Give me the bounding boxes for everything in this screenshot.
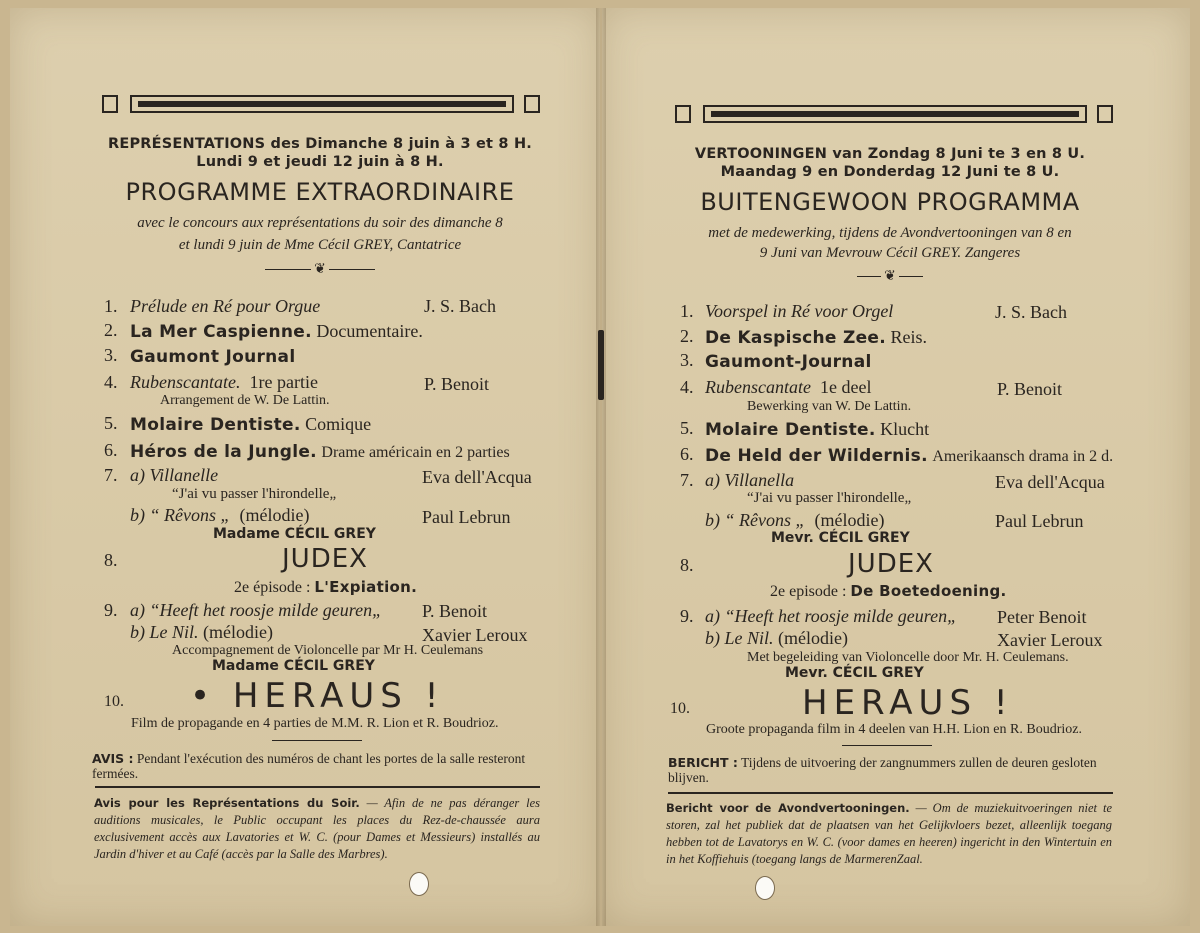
item-number: 7. <box>680 470 694 490</box>
notice-label: BERICHT : <box>668 755 738 770</box>
item-title: b) “ Rêvons „ <box>130 505 231 525</box>
notice-text: Tijdens de uitvoering der zangnummers zullen de deuren gesloten blijven. <box>668 755 1097 785</box>
item-number: 5. <box>104 413 118 433</box>
item-title: Gaumont Journal <box>130 347 296 367</box>
item-description: Amerikaansch drama in 2 d. <box>932 448 1114 465</box>
notice <box>668 755 1113 785</box>
item-number: 7. <box>104 465 118 485</box>
footer-notice-title: Bericht voor de Avondvertooningen. <box>666 801 910 815</box>
header-frame <box>675 105 1115 125</box>
arrangement-note: Bewerking van W. De Lattin. <box>747 399 912 414</box>
item-title: De Held der Wildernis. <box>705 446 928 466</box>
subtitle-line-2: et lundi 9 juin de Mme Cécil GREY, Cantatrice <box>178 237 462 253</box>
footer-notice-text: — Om de muziekuitvoeringen niet te storen, zal het publiek dat de plaatsen van het Gelijkvloers bezet, alleenlijk toegang hebben tot de Lavatorys en W. C. (voor dames en heeren) ingericht in den Wintertuin en in het Koffiehuis (toegang langs de MarmerenZaal. <box>666 801 1112 866</box>
arrangement-note: Arrangement de W. De Lattin. <box>160 393 330 408</box>
item-title: a) “Heeft het roosje milde geuren„ <box>705 606 958 626</box>
feature-title: JUDEX <box>282 544 368 574</box>
ornament-divider: ❦ <box>250 261 390 278</box>
notice-text: Pendant l'exécution des numéros de chant les portes de la salle resteront fermées. <box>92 751 526 781</box>
composer: Peter Benoit <box>997 607 1087 627</box>
item-title: b) Le Nil. <box>130 622 199 642</box>
episode-label: 2e épisode : <box>234 579 311 596</box>
item-number: 9. <box>680 606 694 626</box>
item-title: La Mer Caspienne. <box>130 322 312 342</box>
header-line-1: VERTOONINGEN van Zondag 8 Juni te 3 en 8 U. <box>694 146 1086 162</box>
footer-notice <box>666 800 1112 868</box>
item-number: 3. <box>104 345 118 365</box>
item-description: Comique <box>305 414 372 434</box>
song-quote: “J'ai vu passer l'hirondelle„ <box>747 490 912 506</box>
item-number: 6. <box>680 444 694 464</box>
header-line-2: Maandag 9 en Donderdag 12 Juni te 8 U. <box>720 164 1060 180</box>
ornament-divider: ❦ <box>840 268 940 285</box>
item-title: Gaumont-Journal <box>705 352 872 372</box>
composer: Paul Lebrun <box>995 511 1084 531</box>
song-quote: “J'ai vu passer l'hirondelle„ <box>172 486 337 502</box>
item-number: 3. <box>680 350 694 370</box>
notice-label: AVIS : <box>92 751 134 766</box>
item-number: 10. <box>104 693 124 710</box>
header-line-2: Lundi 9 et jeudi 12 juin à 8 H. <box>196 154 444 170</box>
footer-notice-text: — Afin de ne pas déranger les auditions musicales, le Public occupant les places du Rez-de-chaussée aura exclusivement accès aux Lavatories et W. C. (pour Dames et Messieurs) installés au Jardin d'hiver et au Café (accès par la Salle des Marbres). <box>94 796 540 861</box>
item-number: 10. <box>670 700 690 717</box>
subtitle-line-1: met de medewerking, tijdens de Avondvertooningen van 8 en <box>708 225 1072 241</box>
composer: Paul Lebrun <box>422 507 511 527</box>
item-number: 2. <box>680 326 694 346</box>
page-title: PROGRAMME EXTRAORDINAIRE <box>125 178 515 206</box>
film-credit: Film de propagande en 4 parties de M.M. R. Lion et R. Boudrioz. <box>131 716 499 731</box>
composer: J. S. Bach <box>424 296 496 316</box>
item-title: De Kaspische Zee. <box>705 328 887 348</box>
item-title: Molaire Dentiste. <box>705 420 876 440</box>
composer: P. Benoit <box>422 601 488 621</box>
header-line-1: REPRÉSENTATIONS des Dimanche 8 juin à 3 et 8 H. <box>107 136 532 152</box>
singer-credit: Madame CÉCIL GREY <box>213 526 376 542</box>
item-number: 9. <box>104 600 118 620</box>
episode-label: 2e episode : <box>770 583 847 600</box>
item-number: 4. <box>104 372 118 392</box>
composer: J. S. Bach <box>995 302 1067 322</box>
item-description: Drame américain en 2 parties <box>321 444 510 461</box>
page-title: BUITENGEWOON PROGRAMMA <box>700 188 1080 216</box>
item-number: 4. <box>680 377 694 397</box>
item-description: (mélodie) <box>778 628 848 648</box>
composer: Xavier Leroux <box>997 630 1103 650</box>
item-number: 8. <box>680 555 694 575</box>
item-description: Documentaire. <box>316 321 423 341</box>
item-number: 8. <box>104 550 118 570</box>
singer-credit: Madame CÉCIL GREY <box>212 658 375 674</box>
episode-title: De Boetedoening. <box>850 582 1007 600</box>
item-title: Héros de la Jungle. <box>130 442 317 462</box>
accompaniment-note: Met begeleiding van Violoncelle door Mr. H. Ceulemans. <box>747 650 1069 665</box>
item-title: Voorspel in Ré voor Orgel <box>705 301 894 321</box>
divider <box>668 792 1113 794</box>
item-title: Molaire Dentiste. <box>130 415 301 435</box>
composer: Eva dell'Acqua <box>995 472 1105 492</box>
item-number: 2. <box>104 320 118 340</box>
item-description: 1e deel <box>819 377 872 397</box>
footer-notice-title: Avis pour les Représentations du Soir. <box>94 796 360 810</box>
composer: P. Benoit <box>997 379 1063 399</box>
film-credit: Groote propaganda film in 4 deelen van H.H. Lion en R. Boudrioz. <box>706 722 1082 737</box>
episode-title: L'Expiation. <box>314 578 418 596</box>
feature-title: • HERAUS ! <box>190 676 445 716</box>
item-description: (mélodie) <box>239 505 310 525</box>
composer: Xavier Leroux <box>422 625 528 645</box>
subtitle-line-1: avec le concours aux représentations du soir des dimanche 8 <box>137 215 503 231</box>
item-description: (mélodie) <box>814 510 885 530</box>
item-description: 1re partie <box>249 372 318 392</box>
item-description: (mélodie) <box>203 622 273 642</box>
item-title: Prélude en Ré pour Orgue <box>130 296 321 316</box>
item-number: 6. <box>104 440 118 460</box>
item-number: 5. <box>680 418 694 438</box>
item-title: a) Villanelle <box>130 465 219 485</box>
item-number: 1. <box>104 296 118 316</box>
item-title: Rubenscantate. <box>130 372 241 392</box>
item-title: a) “Heeft het roosje milde geuren„ <box>130 600 383 620</box>
subtitle-line-2: 9 Juni van Mevrouw Cécil GREY. Zangeres <box>759 245 1021 261</box>
feature-title: JUDEX <box>848 549 934 579</box>
composer: Eva dell'Acqua <box>422 467 532 487</box>
feature-title: HERAUS ! <box>802 683 1014 723</box>
item-title: b) Le Nil. <box>705 628 774 648</box>
item-title: a) Villanella <box>705 470 795 490</box>
item-title: b) “ Rêvons „ <box>705 510 806 530</box>
composer: P. Benoit <box>424 374 490 394</box>
item-title: Rubenscantate <box>705 377 811 397</box>
item-description: Klucht <box>880 419 930 439</box>
divider <box>842 745 932 746</box>
singer-credit: Mevr. CÉCIL GREY <box>771 530 910 546</box>
item-description: Reis. <box>890 327 928 347</box>
accompaniment-note: Accompagnement de Violoncelle par Mr H. Ceulemans <box>172 643 484 658</box>
item-number: 1. <box>680 301 694 321</box>
singer-credit: Mevr. CÉCIL GREY <box>785 665 924 681</box>
